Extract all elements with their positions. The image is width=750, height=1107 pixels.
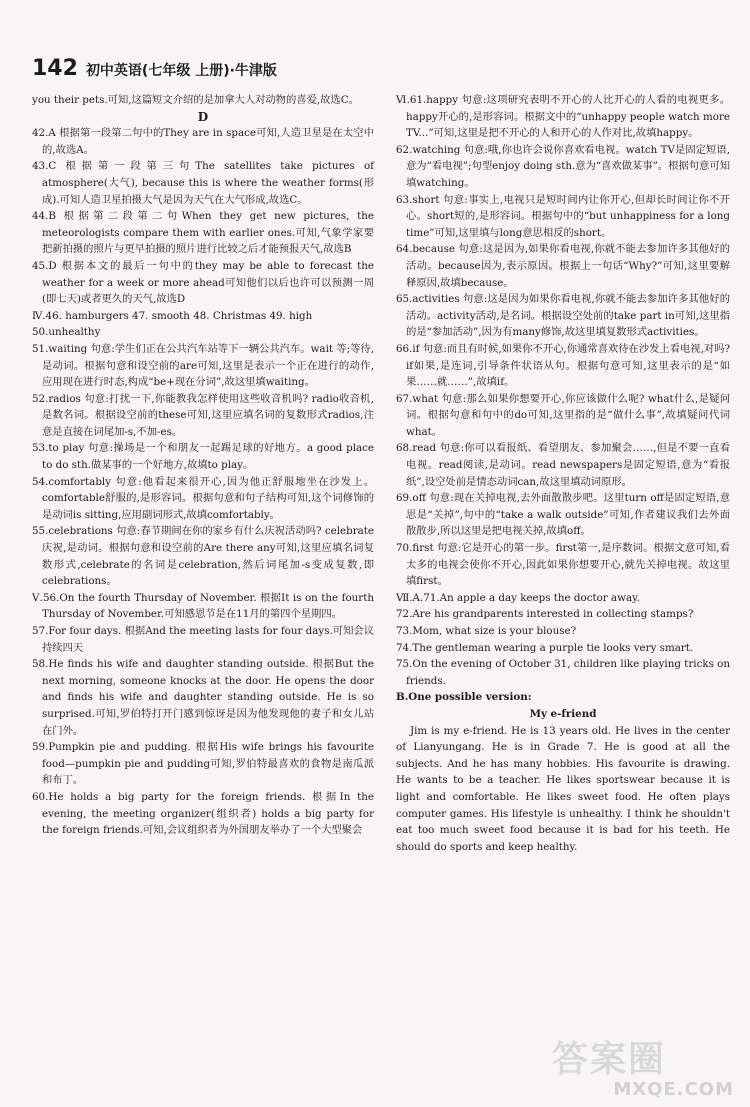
left-paragraph: 55.celebrations 句意:春节期间在你的家乡有什么庆祝活动吗? celebrate庆祝,是动词。根据句意和设空前的Are there any可知,这里应填名词复数形式,celebrate的名词是celebration,然后词尾加-s变成复数,即celebrations。 — [32, 525, 374, 588]
left-paragraph: 60.He holds a big party for the foreign friends. 根据In the evening, the meeting organizer(组织者) holds a big party for the foreign friends.可知,会议组织者为外国朋友举办了一个大型聚会 — [32, 790, 374, 837]
right-paragraph: My e-friend — [529, 707, 597, 720]
right-paragraph: 67.what 句意:那么如果你想要开心,你应该做什么呢? what什么,是疑问词。根据句意和句中的do可知,这里指的是“做什么事”,故填疑问代词what。 — [396, 392, 730, 438]
right-paragraph: 68.read 句意:你可以看报纸、看望朋友、参加聚会……,但是不要一直看电视。read阅读,是动词。read newspapers是固定短语,意为“看报纸”,设空处前是情态动词can,故这里填动词原形。 — [396, 442, 730, 488]
left-paragraph: D — [197, 109, 209, 124]
left-paragraph: 45.D 根据本文的最后一句中的they may be able to forecast the weather for a week or more ahead可知他们以后也许可以预测一周(即七天)或者更久的天气,故选D — [32, 259, 374, 306]
right-paragraph: B.One possible version: — [396, 691, 532, 704]
left-paragraph: 52.radios 句意:打扰一下,你能教我怎样使用这些收音机吗? radio收音机,是数名词。根据设空前的these可知,这里应填名词的复数形式radios,注意是直接在词尾加-s,不加-es。 — [32, 392, 374, 438]
left-paragraph: Ⅴ.56.On the fourth Thursday of November. 根据It is on the fourth Thursday of November.可知感恩节是在11月的第四个星期四。 — [32, 591, 374, 621]
left-paragraph: 53.to play 句意:操场是一个和朋友一起踢足球的好地方。a good place to do sth.做某事的一个好地方,故填to play。 — [32, 442, 374, 472]
watermark-logo-text: 答案圈 — [552, 1039, 667, 1080]
left-paragraph: 57.For four days. 根据And the meeting lasts for four days.可知会议持续四天 — [32, 625, 374, 654]
right-paragraph: 75.On the evening of October 31, children like playing tricks on friends. — [396, 658, 730, 687]
left-paragraph: 43.C 根据第一段第三句The satellites take pictures of atmosphere(大气), because this is where the weather forms(形成).可知人造卫星拍摄大气是因为天气在大气形成,故选C。 — [32, 160, 374, 206]
left-paragraph: 51.waiting 句意:学生们正在公共汽车站等下一辆公共汽车。wait 等;等待,是动词。根据句意和设空前的are可知,这里是表示一个正在进行的动作,应用现在进行时态,构成“be+现在分词”,故这里填waiting。 — [32, 342, 374, 389]
right-paragraph: 64.because 句意:这是因为,如果你看电视,你就不能去参加许多其他好的活动。because因为,表示原因。根据上一句话“Why?”可知,这里要解释原因,故填because。 — [396, 243, 730, 289]
right-paragraph: 63.short 句意:事实上,电视只是短时间内让你开心,但却长时间让你不开心。short短的,是形容词。根据句中的“but unhappiness for a long time”可知,这里填与long意思相反的short。 — [396, 193, 730, 239]
right-column — [396, 92, 730, 855]
left-paragraph: 58.He finds his wife and daughter standing outside. 根据But the next morning, someone knocks at the door. He opens the door and finds his wife and daughter standing outside. He is so surprised.可知,罗伯特打开门感到惊讶是因为他发现他的妻子和女儿站在门外。 — [32, 658, 374, 737]
right-paragraph: 69.off 句意:现在关掉电视,去外面散散步吧。这里turn off是固定短语,意思是“关掉”,句中的“take a walk outside”可知,作者建议我们去外面散散步,所以这里是把电视关掉,故填off。 — [396, 492, 730, 538]
page-header — [32, 56, 277, 86]
right-paragraph: 62.watching 句意:哦,你也许会说你喜欢看电视。watch TV是固定短语,意为“看电视”;句型enjoy doing sth.意为“喜欢做某事”。根据句意可知填watching。 — [396, 143, 730, 189]
right-paragraph: 66.if 句意:而且有时候,如果你不开心,你通常喜欢待在沙发上看电视,对吗? if如果,是连词,引导条件状语从句。根据句意可知,这里表示的是“如果……就……”,故填if。 — [396, 342, 730, 389]
right-paragraph: 70.first 句意:它是开心的第一步。first第一,是序数词。根据文意可知,看太多的电视会使你不开心,因此如果你想要开心,就先关掉电视。故这里填first。 — [396, 542, 730, 588]
left-paragraph: 50.unhealthy — [32, 326, 101, 339]
book-title: 初中英语(七年级 上册)·牛津版 — [85, 63, 277, 79]
right-paragraph: Jim is my e-friend. He is 13 years old. He lives in the center of Lianyungang. He is in Grade 7. He is good at all the subjects. And he has many hobbies. His favourite is drawing. He wants to be a teacher. He likes sportswear because it is light and comfortable. He likes sweet food. He often plays computer games. His lifestyle is unhealthy. I think he shouldn't eat too much sweet food because it is bad for his teeth. He should do sports and keep healthy. — [396, 724, 730, 853]
right-paragraph: 65.activities 句意:这是因为如果你看电视,你就不能去参加许多其他好的活动。activity活动,是名词。根据设空处前的take part in可知,这里指的是“参加活动”,因为有many修饰,故这里填复数形式activities。 — [396, 293, 730, 339]
right-paragraph: 74.The gentleman wearing a purple tie looks very smart. — [396, 641, 694, 654]
site-watermark — [552, 1040, 742, 1102]
page-number: 142 — [32, 56, 78, 81]
left-paragraph: 59.Pumpkin pie and pudding. 根据His wife brings his favourite food—pumpkin pie and pudding可知,罗伯特最喜欢的食物是南瓜派和布丁。 — [32, 741, 374, 787]
left-paragraph: 42.A 根据第一段第二句中的They are in space可知,人造卫星是在太空中的,故选A。 — [32, 127, 374, 156]
left-column — [32, 92, 374, 839]
right-paragraph: 72.Are his grandparents interested in collecting stamps? — [396, 608, 694, 621]
left-paragraph: you their pets.可知,这篇短文介绍的是加拿大人对动物的喜爱,故选C。 — [32, 94, 359, 106]
right-paragraph: 73.Mom, what size is your blouse? — [396, 625, 577, 637]
left-paragraph: 54.comfortably 句意:他看起来很开心,因为他正舒服地坐在沙发上。comfortable舒服的,是形容词。根据句意和句子结构可知,这个词修饰的是动词is sitting,应用副词形式,故填comfortably。 — [32, 475, 374, 521]
left-paragraph: Ⅳ.46. hamburgers 47. smooth 48. Christmas 49. high — [32, 309, 313, 322]
left-paragraph: 44.B 根据第二段第二句When they get new pictures, the meteorologists compare them with earlier ones.可知,气象学家要把新拍摄的照片与更早拍摄的照片进行比较之后才能预报天气,故选B — [32, 210, 374, 256]
right-paragraph: Ⅶ.A.71.An apple a day keeps the doctor away. — [396, 591, 640, 604]
watermark-url: MXQE.COM — [613, 1079, 734, 1100]
right-paragraph: Ⅵ.61.happy 句意:这项研究表明不开心的人比开心的人看的电视更多。happy开心的,是形容词。根据文中的“unhappy people watch more TV...”可知,这里是把不开心的人和开心的人作对比,故填happy。 — [396, 94, 730, 140]
